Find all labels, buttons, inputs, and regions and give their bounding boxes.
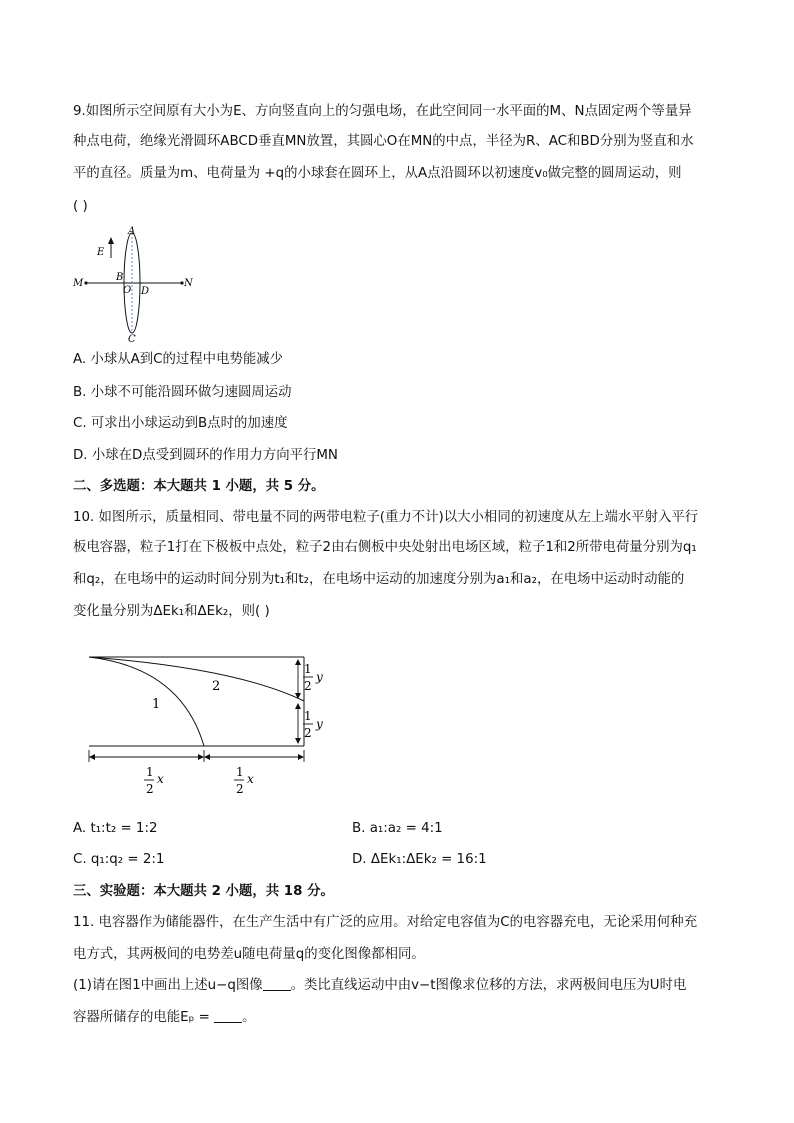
q9-figure <box>70 222 200 344</box>
q10-figure <box>86 650 336 800</box>
q11-text-3b: 。类比直线运动中由v−t图像求位移的方法，求两极间电压为U时电 <box>290 978 687 993</box>
q11-text-4a: 容器所储存的电能Eₚ = <box>73 1010 215 1025</box>
frac-den-x1: 2 <box>146 782 154 796</box>
label-y1: y <box>316 670 323 684</box>
label-O: O <box>123 285 132 296</box>
q9-text-1: 如图所示空间原有大小为E、方向竖直向上的匀强电场，在此空间同一水平面的M、N点固定两个等量异 <box>85 104 692 119</box>
frac-num-y2: 1 <box>304 709 312 723</box>
label-M: M <box>73 278 84 289</box>
label-A: A <box>128 226 136 237</box>
answer-blank-1[interactable] <box>263 977 291 991</box>
e-arrow-head <box>108 237 114 244</box>
q9-number: 9. <box>73 104 86 119</box>
dim-x-arrow-1 <box>89 754 95 760</box>
label-curve-1: 1 <box>152 697 161 712</box>
label-E: E <box>97 247 105 258</box>
label-B: B <box>116 272 124 283</box>
dim-y-arrow-2 <box>295 693 301 699</box>
label-x1: x <box>157 772 164 786</box>
frac-den-y2: 2 <box>304 726 312 740</box>
q9-option-c[interactable]: C. 可求出小球运动到B点时的加速度 <box>73 416 288 431</box>
q9-line-3: 平的直径。质量为m、电荷量为 +q的小球套在圆环上，从A点沿圆环以初速度v₀做完整的圆周运动，则 <box>73 166 682 181</box>
trajectory-1 <box>89 657 204 746</box>
dim-y-arrow-4 <box>295 738 301 744</box>
point-M <box>84 281 87 284</box>
answer-blank-2[interactable] <box>214 1009 242 1023</box>
q10-option-b[interactable]: B. a₁:a₂ = 4:1 <box>352 821 443 836</box>
label-curve-2: 2 <box>212 679 221 694</box>
q9-option-a[interactable]: A. 小球从A到C的过程中电势能减少 <box>73 352 284 367</box>
dim-x-arrow-4 <box>298 754 304 760</box>
frac-num-x2: 1 <box>236 765 244 779</box>
q11-text-3a: (1)请在图1中画出上述u−q图像 <box>73 978 263 993</box>
q9-line-1 <box>73 103 692 121</box>
q10-option-d[interactable]: D. ΔEk₁:ΔEk₂ = 16:1 <box>352 852 487 867</box>
dim-y-arrow-3 <box>295 703 301 709</box>
q10-option-a[interactable]: A. t₁:t₂ = 1:2 <box>73 821 158 836</box>
dim-y-arrow-1 <box>295 659 301 665</box>
dim-x-arrow-3 <box>204 754 210 760</box>
q9-option-d[interactable]: D. 小球在D点受到圆环的作用力方向平行MN <box>73 448 338 463</box>
frac-num-y1: 1 <box>304 662 312 676</box>
section-2-heading: 二、多选题：本大题共 1 小题，共 5 分。 <box>73 479 325 494</box>
label-x2: x <box>247 772 254 786</box>
q10-line-2: 板电容器，粒子1打在下极板中点处，粒子2由右侧板中央处射出电场区域，粒子1和2所带电荷量分别为q₁ <box>73 540 697 555</box>
label-y2: y <box>316 717 323 731</box>
dim-x-arrow-2 <box>198 754 204 760</box>
frac-num-x1: 1 <box>146 765 154 779</box>
q11-line-2: 电方式，其两极间的电势差u随电荷量q的变化图像都相同。 <box>73 947 425 962</box>
label-D: D <box>141 286 150 297</box>
q10-line-1: 10. 如图所示，质量相同、带电量不同的两带电粒子(重力不计)以大小相同的初速度从左上端水平射入平行 <box>73 510 699 525</box>
label-C: C <box>128 334 136 344</box>
q9-paren: ( ) <box>73 199 88 214</box>
q11-line-3 <box>73 977 686 995</box>
q9-line-2: 种点电荷，绝缘光滑圆环ABCD垂直MN放置，其圆心O在MN的中点，半径为R、AC和BD分别为竖直和水 <box>73 134 694 149</box>
section-3-heading: 三、实验题：本大题共 2 小题，共 18 分。 <box>73 884 334 899</box>
frac-den-y1: 2 <box>304 679 312 693</box>
q11-line-4 <box>73 1009 255 1027</box>
q11-line-1: 11. 电容器作为储能器件，在生产生活中有广泛的应用。对给定电容值为C的电容器充电，无论采用何种充 <box>73 915 698 930</box>
q9-option-b[interactable]: B. 小球不可能沿圆环做匀速圆周运动 <box>73 385 292 400</box>
frac-den-x2: 2 <box>236 782 244 796</box>
q10-line-4: 变化量分别为ΔEk₁和ΔEk₂，则( ) <box>73 604 270 619</box>
q10-option-c[interactable]: C. q₁:q₂ = 2:1 <box>73 852 165 867</box>
q11-text-4b: 。 <box>242 1010 256 1025</box>
label-N: N <box>184 278 193 289</box>
q10-line-3: 和q₂，在电场中的运动时间分别为t₁和t₂，在电场中运动的加速度分别为a₁和a₂，在电场中运动时动能的 <box>73 572 685 587</box>
